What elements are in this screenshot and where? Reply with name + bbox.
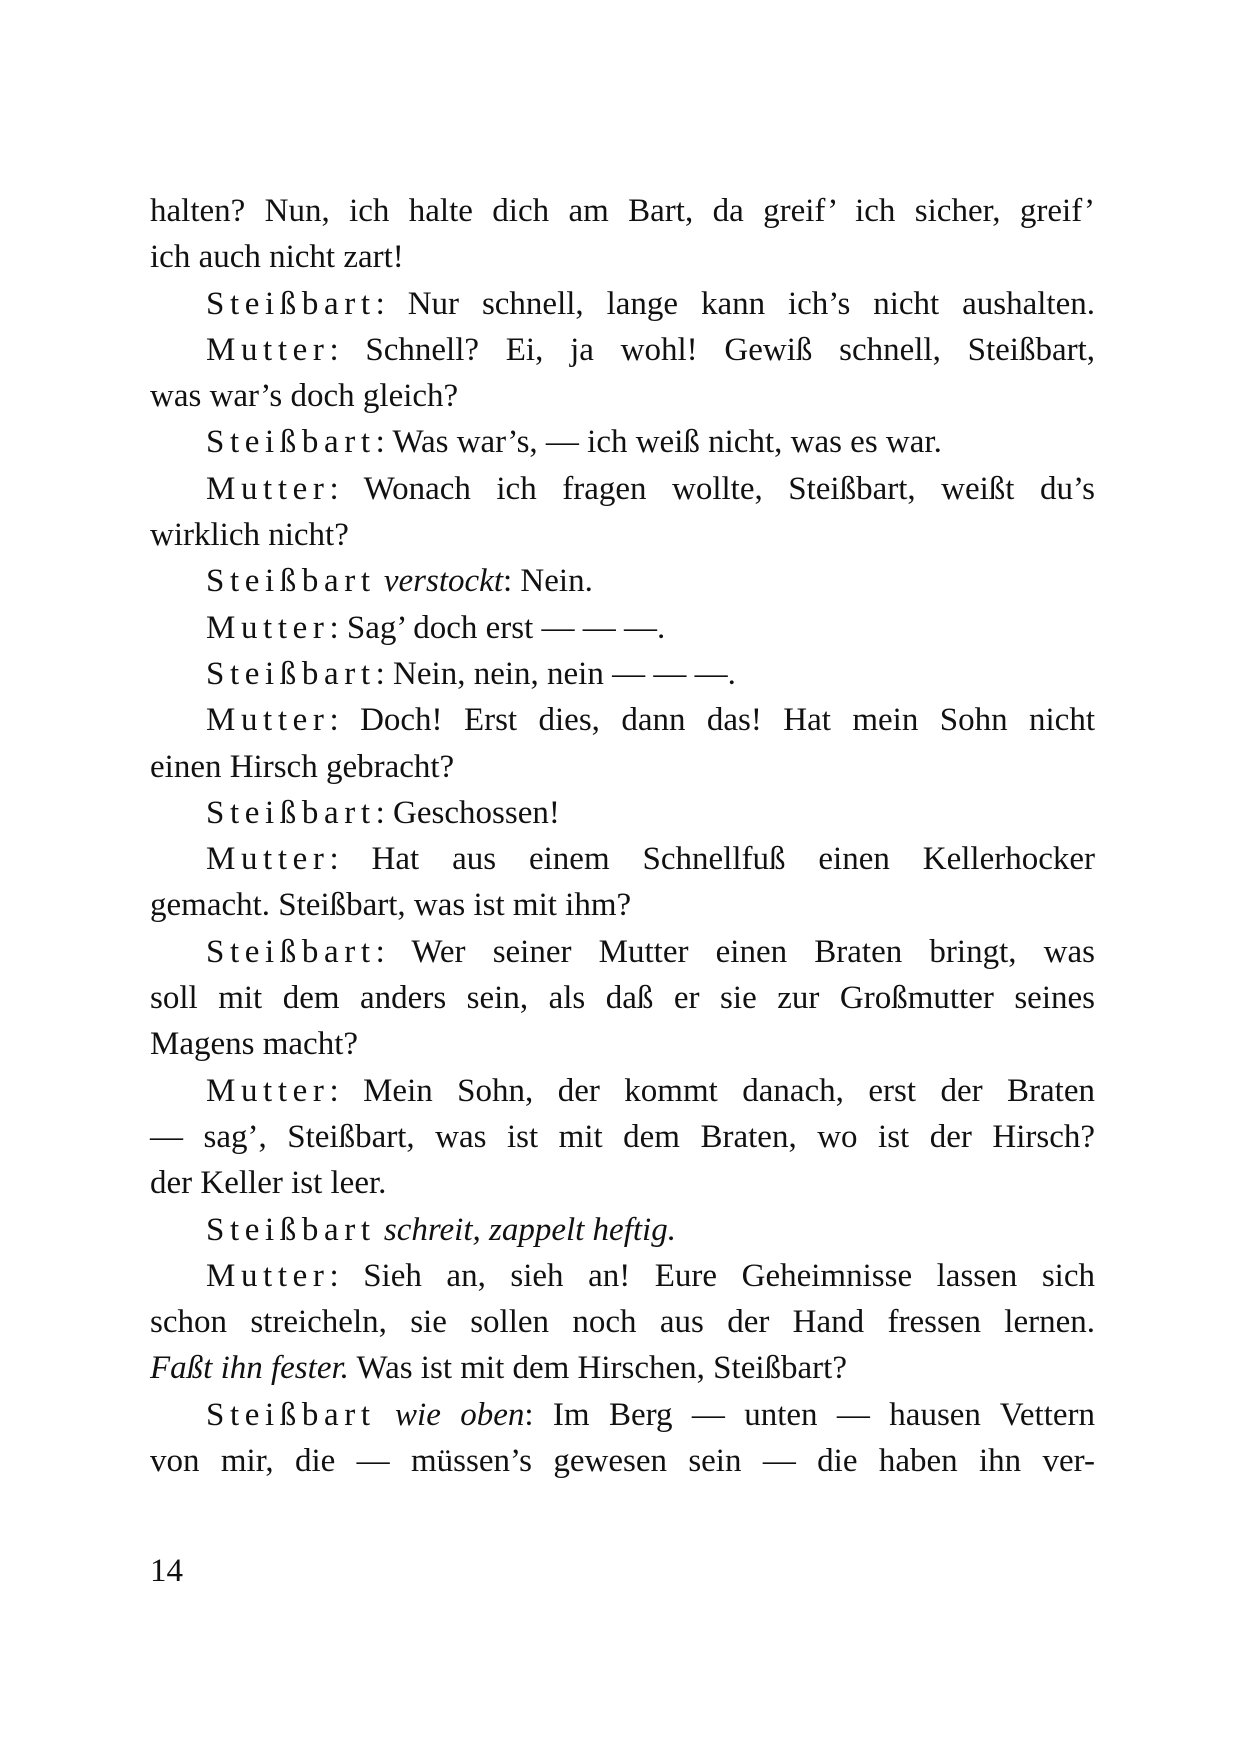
speaker-steissbart: Steißbart [206,424,376,461]
speaker-mutter: Mutter [206,470,330,507]
text-line: Steißbart: Nein, nein, nein — — —. [206,655,736,692]
text-line: Steißbart wie oben: Im Berg — unten — hausen Vettern [206,1396,1096,1433]
text-line: Mutter: Hat aus einem Schnellfuß einen Kellerhocker [206,841,1095,878]
text-line: Steißbart: Was war’s, — ich weiß nicht, was es war. [206,424,942,461]
text-line: Steißbart: Nur schnell, lange kann ich’s nicht aushalten. [206,285,1095,322]
text-line: Steißbart: Geschossen! [206,794,560,831]
text-line: einen Hirsch gebracht? [150,748,455,785]
text-line: Mutter: Sag’ doch erst — — —. [206,609,666,646]
text-line: wirklich nicht? [150,517,349,554]
text-line: Mutter: Schnell? Ei, ja wohl! Gewiß schnell, Steißbart, [206,331,1095,368]
speaker-steissbart: Steißbart [206,794,376,831]
stage-direction: verstockt [383,563,503,600]
speaker-steissbart: Steißbart [206,1396,376,1433]
page-number: 14 [150,1553,183,1589]
text-line: was war’s doch gleich? [150,378,459,415]
text-line: von mir, die — müssen’s gewesen sein — die haben ihn ver- [150,1443,1095,1480]
speaker-mutter: Mutter [206,702,330,739]
speaker-steissbart: Steißbart [206,1211,376,1248]
speaker-steissbart: Steißbart [206,933,376,970]
text-line: Faßt ihn fester. Was ist mit dem Hirschen, Steißbart? [150,1350,847,1387]
text-line: der Keller ist leer. [150,1165,387,1202]
speaker-mutter: Mutter [206,1072,330,1109]
speaker-steissbart: Steißbart [206,655,376,692]
stage-direction: Faßt ihn fester. [150,1350,349,1387]
text-line: ich auch nicht zart! [150,239,404,276]
text-line: — sag’, Steißbart, was ist mit dem Braten, wo ist der Hirsch? [150,1118,1095,1155]
speaker-mutter: Mutter [206,1257,330,1294]
text-line: schon streicheln, sie sollen noch aus der Hand fressen lernen. [150,1304,1095,1341]
text-line [150,1207,1095,1253]
speaker-mutter: Mutter [206,331,330,368]
speaker-mutter: Mutter [206,609,330,646]
book-page-text [150,188,1095,1484]
text-line: Mutter: Wonach ich fragen wollte, Steißbart, weißt du’s [206,470,1095,507]
stage-direction: schreit, zappelt heftig. [383,1211,676,1248]
speaker-steissbart: Steißbart [206,285,376,322]
text-line: Magens macht? [150,1026,359,1063]
text-line: Mutter: Sieh an, sieh an! Eure Geheimnisse lassen sich [206,1257,1095,1294]
text-line: soll mit dem anders sein, als daß er sie zur Großmutter seines [150,980,1095,1017]
stage-direction: wie oben [395,1396,525,1433]
text-line: Steißbart: Wer seiner Mutter einen Braten bringt, was [206,933,1095,970]
speaker-steissbart: Steißbart [206,563,376,600]
text-line: halten? Nun, ich halte dich am Bart, da greif’ ich sicher, greif’ [150,193,1095,229]
text-line: Mutter: Mein Sohn, der kommt danach, erst der Braten [206,1072,1095,1109]
text-line: Steißbart verstockt: Nein. [206,563,593,600]
text-line: Mutter: Doch! Erst dies, dann das! Hat mein Sohn nicht [206,702,1095,739]
text-line: gemacht. Steißbart, was ist mit ihm? [150,887,632,924]
speaker-mutter: Mutter [206,841,330,878]
